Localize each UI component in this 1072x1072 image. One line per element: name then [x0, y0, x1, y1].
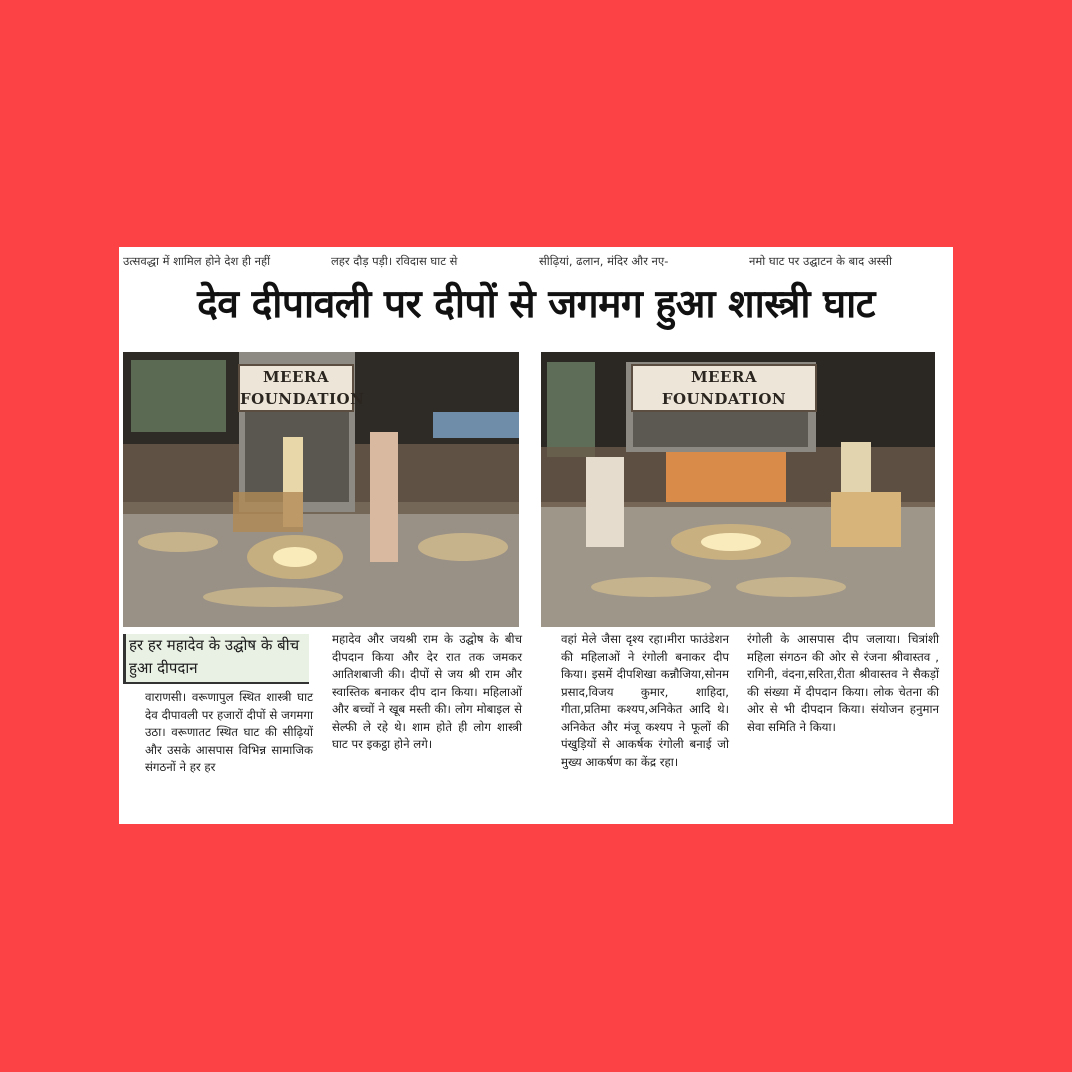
article-column-1 [123, 689, 313, 777]
photo-right-banner: MEERA FOUNDATION [631, 364, 817, 412]
article-column-3 [539, 631, 729, 771]
top-line-1: उत्सवद्धा में शामिल होने देश ही नहीं [123, 254, 271, 268]
top-line-2: लहर दौड़ पड़ी। रविदास घाट से [331, 254, 458, 268]
column-3-text: वहां मेले जैसा दृश्य रहा।मीरा फाउंडेशन की महिलाओं ने रंगोली बनाकर दीप किया। इसमें दीपशिखा कन्नौजिया,सोनम प्रसाद,विजय कुमार, शाहिदा, गीता,प्रतिमा कश्यप,अनिकेत आदि थे। अनिकेत और मंजू कश्यप ने फूलों की पंखुड़ियों से आकर्षक रंगोली बनाई जो मुख्य आकर्षण का केंद्र रहा। [561, 632, 729, 769]
subheading: हर हर महादेव के उद्घोष के बीच हुआ दीपदान [123, 634, 309, 684]
top-line-4: नमो घाट पर उद्घाटन के बाद अस्सी [749, 254, 893, 268]
newspaper-clipping [119, 247, 953, 824]
column-1-text: वाराणसी। वरूणापुल स्थित शास्त्री घाट देव दीपावली पर हजारों दीपों से जगमगा उठा। वरूणातट स्थित घाट की सीढ़ियों और उसके आसपास विभिन्न सामाजिक संगठनों ने हर हर [145, 690, 313, 774]
headline: देव दीपावली पर दीपों से जगमग हुआ शास्त्री घाट [197, 282, 875, 327]
article-column-2 [332, 631, 522, 754]
photo-left [123, 352, 519, 627]
photo-left-banner: MEERA FOUNDATION [238, 364, 354, 412]
column-2-text: महादेव और जयश्री राम के उद्घोष के बीच दीपदान किया और देर रात तक जमकर आतिशबाजी की। दीपों से जय श्री राम और स्वास्तिक बनाकर दीप दान किया। महिलाओं और बच्चों ने खूब मस्ती की। लोग मोबाइल से सेल्फी ले रहे थे। शाम होते ही लोग शास्त्री घाट पर इकट्ठा होने लगे। [332, 632, 522, 751]
article-column-4 [747, 631, 939, 736]
photo-right [541, 352, 935, 627]
column-4-text: रंगोली के आसपास दीप जलाया। चित्रांशी महिला संगठन की ओर से रंजना श्रीवास्तव , रागिनी, वंदना,सरिता,रीता श्रीवास्तव ने सैकड़ों की संख्या में दीपदान किया। लोक चेतना की ओर से भी दीपदान किया। संयोजन हनुमान सेवा समिति ने किया। [747, 632, 939, 734]
top-line-3: सीढ़ियां, ढलान, मंदिर और नए- [539, 254, 669, 268]
